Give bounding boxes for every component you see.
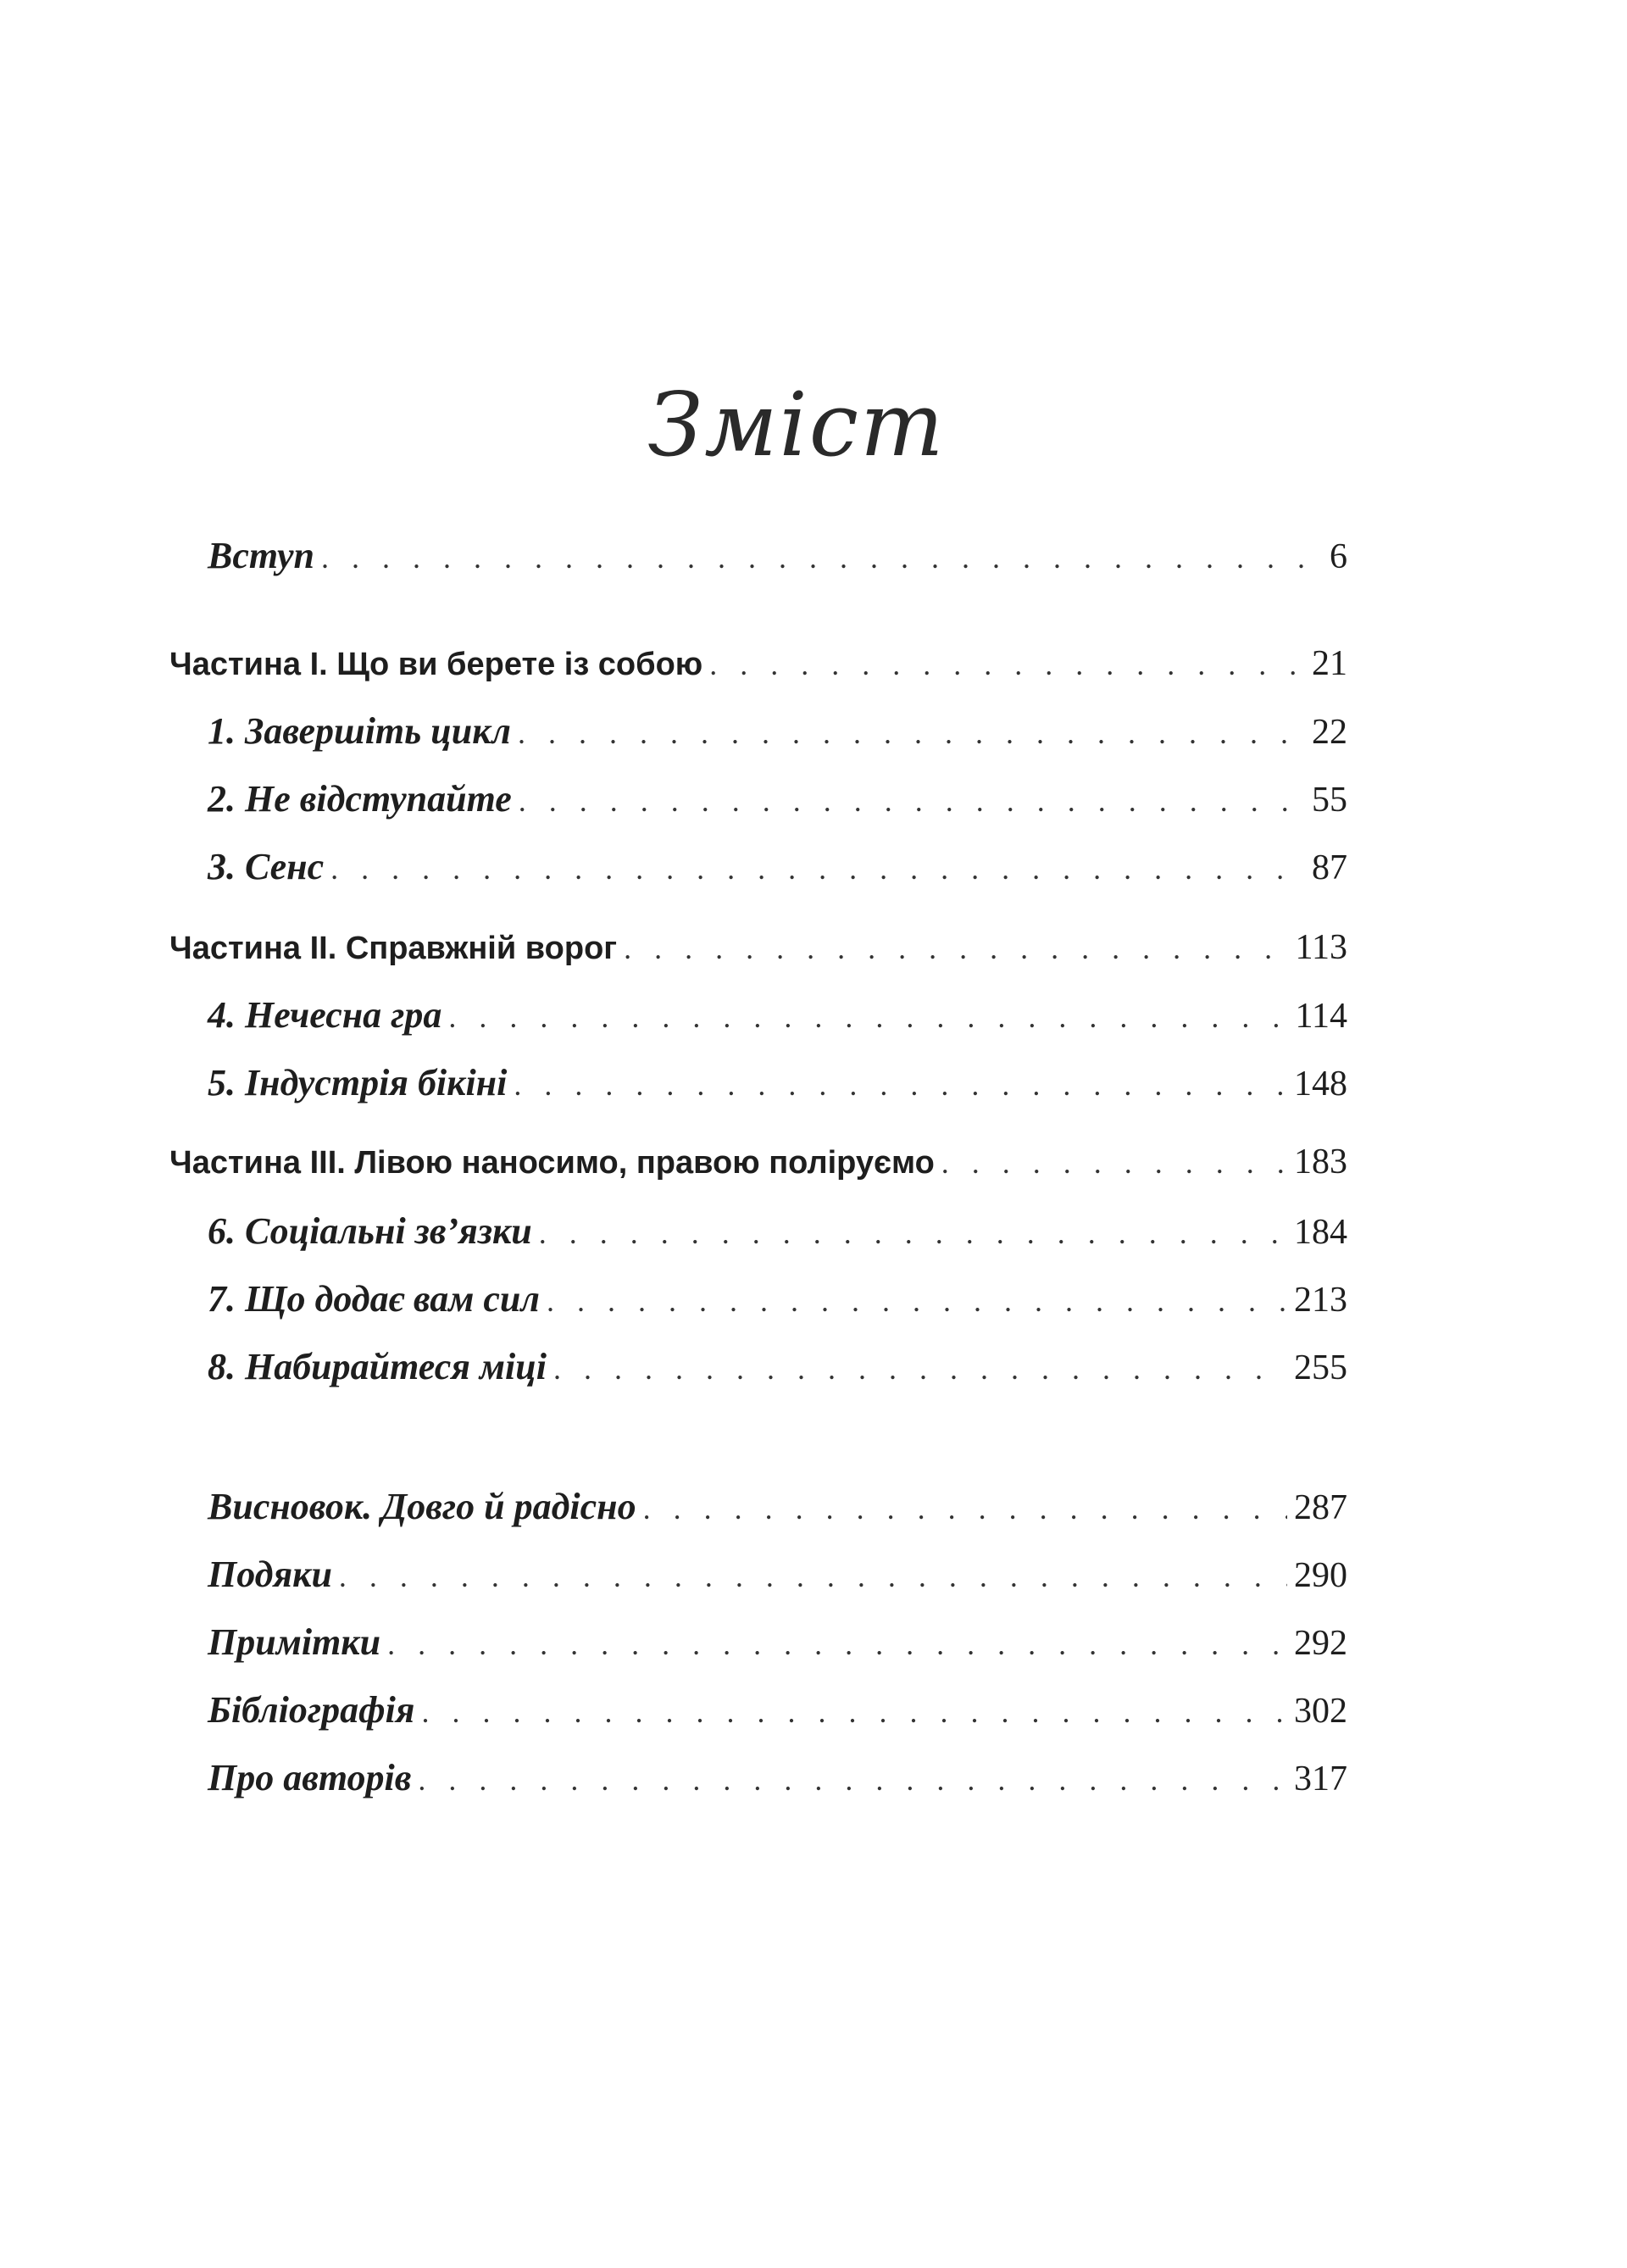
toc-page-number: 302 (1294, 1692, 1347, 1731)
toc-title: Зміст (647, 373, 946, 476)
toc-page-number: 255 (1294, 1348, 1347, 1387)
toc-page-number: 184 (1294, 1213, 1347, 1252)
toc-page-number: 317 (1294, 1759, 1347, 1798)
toc-page-number: 292 (1294, 1624, 1347, 1663)
toc-entry-label: 2. Не відступайте (208, 778, 512, 820)
toc-page-number: 114 (1295, 997, 1347, 1036)
toc-entry-chapter-3 (208, 843, 1347, 892)
toc-entry-bibliography (208, 1687, 1347, 1736)
leader-dots (321, 534, 1323, 581)
toc-page-number: 213 (1294, 1281, 1347, 1320)
toc-entry-label: Подяки (208, 1554, 332, 1595)
toc-page-number: 148 (1294, 1065, 1347, 1103)
toc-entry-label: Про авторів (208, 1757, 412, 1798)
toc-entry-part-1 (169, 640, 1347, 688)
toc-entry-about-authors (208, 1754, 1347, 1804)
leader-dots (941, 1139, 1287, 1187)
toc-entry-chapter-6 (208, 1208, 1347, 1257)
toc-page-number: 22 (1312, 713, 1347, 752)
toc-entry-label: 4. Нечесна гра (208, 994, 442, 1036)
toc-entry-label: 5. Індустрія бікіні (208, 1062, 508, 1103)
leader-dots (643, 1485, 1287, 1532)
toc-entry-part-3 (169, 1138, 1347, 1187)
toc-entry-label: Частина ІІІ. Лівою наносимо, правою поліруємо (169, 1145, 935, 1181)
toc-entry-introduction (208, 532, 1347, 581)
leader-dots (448, 993, 1288, 1041)
toc-page-number: 87 (1312, 848, 1347, 887)
toc-entry-chapter-4 (208, 992, 1347, 1041)
leader-dots (553, 1345, 1287, 1392)
toc-entry-chapter-1 (208, 708, 1347, 757)
toc-entry-label: Частина І. Що ви берете із собою (169, 647, 703, 682)
toc-page-number: 183 (1294, 1142, 1347, 1181)
toc-entry-label: Бібліографія (208, 1689, 415, 1731)
toc-entry-label: 8. Набирайтеся міці (208, 1346, 547, 1387)
toc-page-number: 21 (1312, 644, 1347, 683)
toc-entry-label: Частина ІІ. Справжній ворог (169, 931, 618, 966)
leader-dots (387, 1620, 1287, 1668)
leader-dots (624, 925, 1288, 972)
toc-entry-conclusion (208, 1483, 1347, 1532)
leader-dots (539, 1209, 1287, 1257)
toc-page-number: 287 (1294, 1488, 1347, 1527)
leader-dots (547, 1277, 1287, 1325)
toc-page-number: 55 (1312, 781, 1347, 820)
leader-dots (519, 777, 1305, 825)
toc-entry-label: 6. Соціальні зв’язки (208, 1210, 532, 1252)
toc-entry-label: 1. Завершіть цикл (208, 710, 511, 752)
toc-page-number: 290 (1294, 1556, 1347, 1595)
leader-dots (709, 641, 1305, 688)
toc-page-number: 113 (1295, 928, 1347, 967)
toc-entry-acknowledgements (208, 1551, 1347, 1600)
toc-entry-notes (208, 1619, 1347, 1668)
toc-entry-label: Висновок. Довго й радісно (208, 1486, 636, 1527)
leader-dots (514, 1061, 1287, 1109)
leader-dots (418, 1756, 1287, 1804)
leader-dots (330, 845, 1305, 892)
leader-dots (518, 709, 1305, 757)
leader-dots (421, 1688, 1287, 1736)
toc-page-number: 6 (1330, 537, 1347, 576)
toc-entry-chapter-7 (208, 1276, 1347, 1325)
leader-dots (339, 1553, 1287, 1600)
toc-entry-part-2 (169, 924, 1347, 972)
toc-entry-chapter-5 (208, 1059, 1347, 1109)
toc-entry-chapter-8 (208, 1343, 1347, 1392)
toc-entry-label: 3. Сенс (208, 846, 325, 887)
table-of-contents (169, 0, 1347, 2268)
toc-entry-label: Примітки (208, 1621, 381, 1663)
toc-entry-label: Вступ (208, 535, 315, 576)
toc-entry-label: 7. Що додає вам сил (208, 1278, 540, 1320)
toc-entry-chapter-2 (208, 775, 1347, 825)
